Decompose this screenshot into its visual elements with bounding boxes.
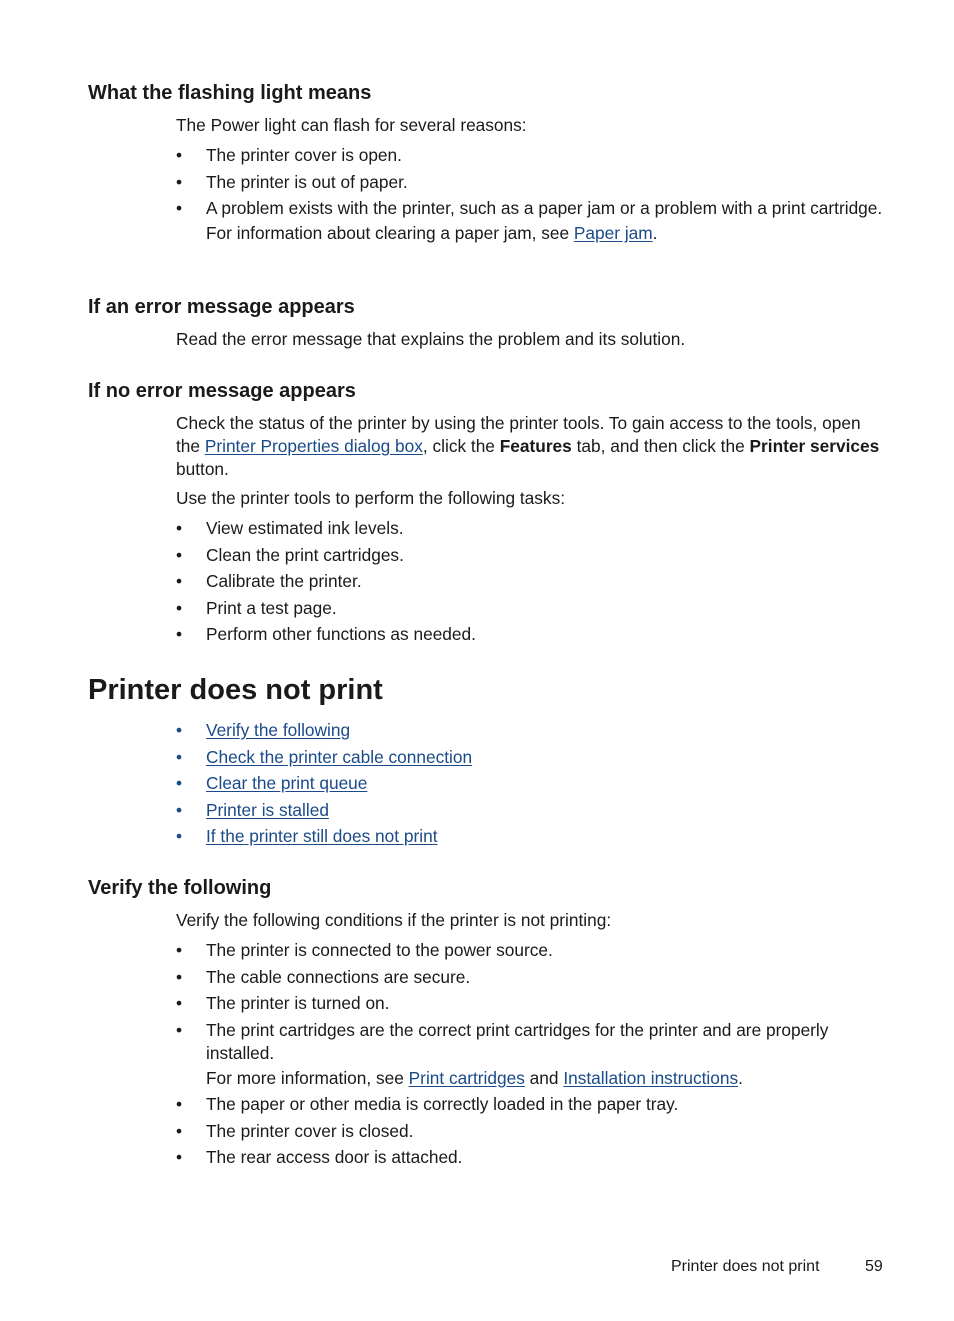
- paper-jam-note: For information about clearing a paper jam, see Paper jam.: [206, 223, 658, 243]
- list-item: • View estimated ink levels.: [176, 518, 404, 538]
- more-info-note: For more information, see Print cartridges and Installation instructions.: [206, 1067, 743, 1088]
- list-item: • A problem exists with the printer, such as a paper jam or a problem with a print cartridge. For information about clearing a paper jam, see Paper jam.: [176, 197, 888, 245]
- link-still-does-not-print[interactable]: If the printer still does not print: [206, 826, 438, 846]
- list-item: • Check the printer cable connection: [176, 746, 473, 767]
- printer-tools-paragraph: Check the status of the printer by using the printer tools. To gain access to the tools, open the Printer Properties dialog box, click the Features tab, and then click the Printer services button.: [176, 413, 880, 479]
- list-item: • The printer cover is open.: [176, 145, 402, 165]
- list-item: • The rear access door is attached.: [176, 1147, 463, 1167]
- heading-error-message: If an error message appears: [88, 296, 355, 318]
- link-clear-print-queue[interactable]: Clear the print queue: [206, 773, 368, 793]
- list-item: • Clean the print cartridges.: [176, 544, 404, 565]
- link-paper-jam[interactable]: Paper jam: [573, 223, 653, 243]
- link-check-cable[interactable]: Check the printer cable connection: [206, 746, 473, 767]
- link-printer-stalled[interactable]: Printer is stalled: [206, 799, 329, 820]
- list-item: • The printer is turned on.: [176, 993, 390, 1013]
- list-item: • The printer is connected to the power source.: [176, 940, 553, 960]
- list-item: • The printer is out of paper.: [176, 171, 408, 192]
- flashing-intro: The Power light can flash for several reasons:: [176, 115, 527, 135]
- heading-flashing-light: What the flashing light means: [88, 82, 372, 104]
- verify-conditions-list: [176, 939, 888, 1173]
- list-item: • Perform other functions as needed.: [176, 624, 476, 644]
- list-item: • Calibrate the printer.: [176, 571, 362, 591]
- printer-tools-tasks-list: [176, 517, 888, 650]
- link-print-cartridges[interactable]: Print cartridges: [408, 1067, 525, 1088]
- heading-verify-following: Verify the following: [88, 877, 272, 899]
- printer-tools-intro: Use the printer tools to perform the following tasks:: [176, 488, 566, 508]
- link-installation-instructions[interactable]: Installation instructions: [563, 1067, 739, 1088]
- link-printer-properties[interactable]: Printer Properties dialog box: [204, 436, 423, 456]
- list-item: • The paper or other media is correctly loaded in the paper tray.: [176, 1094, 679, 1114]
- heading-no-error-message: If no error message appears: [88, 380, 356, 402]
- list-item: • If the printer still does not print: [176, 826, 438, 846]
- link-verify-following[interactable]: Verify the following: [206, 720, 351, 740]
- page-title: Printer does not print: [88, 674, 383, 706]
- list-item: • The cable connections are secure.: [176, 966, 471, 987]
- page-number: 59: [865, 1258, 883, 1275]
- list-item: • The print cartridges are the correct print cartridges for the printer and are properly installed. For more information, see Print cartridges and Installation instructions.: [176, 1019, 888, 1090]
- error-message-text: Read the error message that explains the problem and its solution.: [176, 329, 686, 349]
- flashing-reasons-list: [176, 144, 888, 249]
- list-item: • Clear the print queue: [176, 773, 368, 793]
- list-item: • The printer cover is closed.: [176, 1120, 414, 1141]
- topic-links-list: [176, 719, 888, 852]
- list-item: • Print a test page.: [176, 597, 337, 618]
- verify-intro: Verify the following conditions if the printer is not printing:: [176, 910, 612, 930]
- list-item: • Printer is stalled: [176, 799, 329, 820]
- footer-section-title: Printer does not print: [671, 1258, 820, 1275]
- list-item: • Verify the following: [176, 720, 351, 740]
